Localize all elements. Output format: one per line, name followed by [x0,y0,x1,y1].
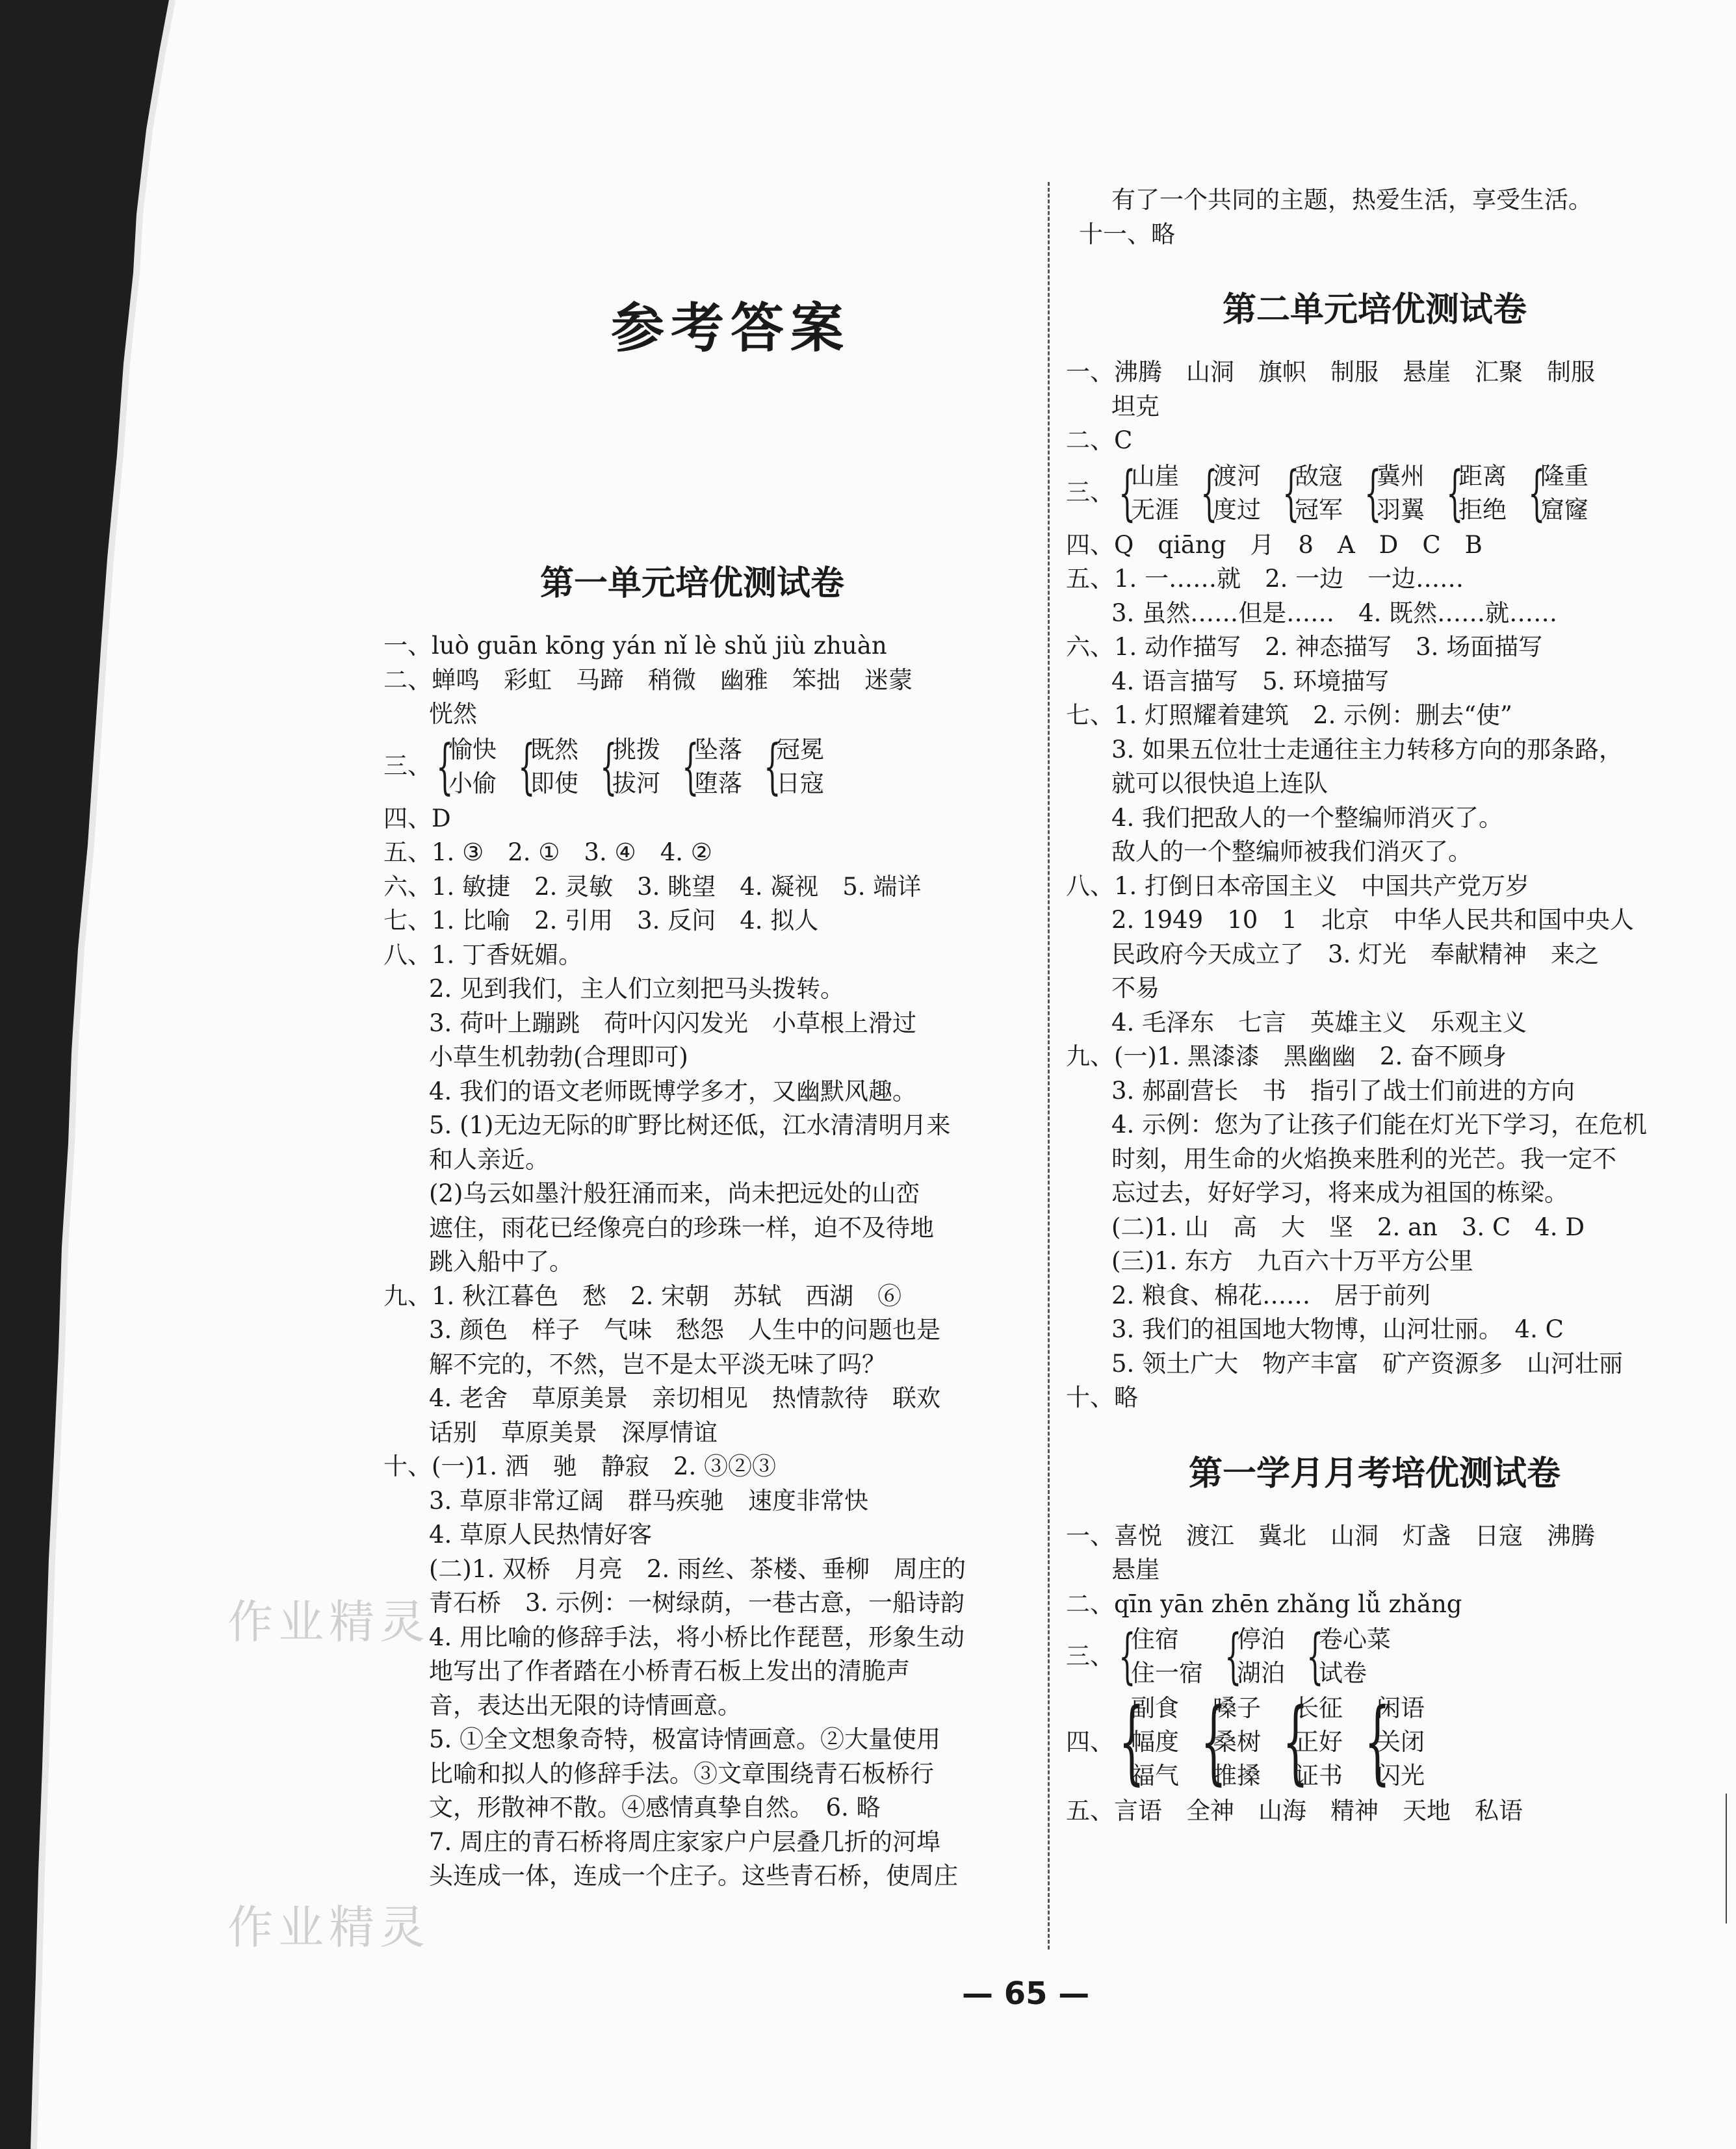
word: 试卷 [1319,1659,1367,1687]
section-title-unit2: 第二单元培优测试卷 [1222,290,1527,329]
answer-line: 4. 示例：您为了让孩子们能在灯光下学习，在危机 [1111,1111,1648,1139]
word: 副食 [1131,1694,1179,1722]
answer-text: 1. 比喻 2. 引用 3. 反问 4. 拟人 [432,907,819,934]
section-title-unit1: 第一单元培优测试卷 [539,564,844,603]
word: 卷心菜 [1319,1625,1391,1653]
question-number: 三、 [1066,1641,1114,1670]
word: 羽翼 [1377,495,1425,524]
question-number: 五、 [383,838,432,866]
answer-text: 恍然 [429,700,477,728]
brace-icon: { [764,731,781,801]
answer-row [383,802,1001,836]
answer-line: (二)1. 双桥 月亮 2. 雨丝、茶楼、垂柳 周庄的 [429,1554,966,1583]
answer-line: 文，形散神不散。④感情真挚自然。 6. 略 [429,1794,881,1821]
word: 度过 [1213,495,1261,524]
answer-text: (一)1. 黑漆漆 黑幽幽 2. 奋不顾身 [1114,1042,1507,1070]
word-pair [1114,1623,1203,1690]
question-number: 四、 [383,804,432,832]
answer-row [1066,699,1683,733]
answer-row [383,836,1001,870]
answer-line: 4. 我们把敌人的一个整编师消灭了。 [1111,803,1503,832]
column-divider [1048,182,1050,1950]
question-number: 三、 [1066,478,1114,507]
answer-row [1066,630,1683,665]
answer-text: 1. 动作描写 2. 神态描写 3. 场面描写 [1114,633,1543,661]
word-pair [1302,1623,1391,1690]
word: 冠冕 [776,735,824,764]
answer-text: D [432,804,451,832]
answer-row [1066,1794,1683,1829]
right-column [1066,183,1683,1829]
answer-row [1066,355,1683,390]
answer-row [1066,218,1683,252]
answer-row [1066,1381,1683,1415]
word: 湖泊 [1237,1659,1285,1687]
word-pair [1278,459,1343,527]
answer-row [383,870,1001,905]
question-number: 七、 [1066,701,1114,729]
word-pair-group [1066,459,1683,527]
word-pair [432,733,497,801]
word: 闪光 [1377,1762,1425,1790]
question-number: 三、 [383,752,432,780]
answer-text: 1. 一……就 2. 一边 一边…… [1114,565,1464,593]
question-number: 五、 [1066,1797,1114,1825]
answer-line: 和人亲近。 [429,1145,549,1174]
answer-row [1066,1519,1683,1554]
answer-line: 3. 虽然……但是…… 4. 既然……就…… [1111,598,1558,627]
answer-line: 5. (1)无边无际的旷野比树还低，江水清清明月来 [429,1111,951,1139]
answer-text: 略 [1114,1383,1138,1411]
answer-text: 沸腾 山洞 旗帜 制服 悬崖 汇聚 制服 [1114,358,1595,386]
answer-line: 有了一个共同的主题，热爱生活，享受生活。 [1111,186,1592,214]
answer-text: 略 [1151,220,1175,248]
brace-icon: { [436,731,454,801]
answer-text: luò guān kōng yán nǐ lè shǔ jiù zhuàn [432,632,887,660]
word: 山崖 [1131,461,1179,490]
answer-row [383,938,1001,973]
brace-icon: { [1200,1689,1227,1795]
word: 既然 [530,735,578,764]
word: 幅度 [1131,1728,1179,1756]
question-number: 十、 [1066,1383,1114,1411]
answer-line: 5. ①全文想象奇特，极富诗情画意。②大量使用 [429,1725,941,1753]
word: 证书 [1295,1762,1343,1790]
word: 桑树 [1213,1728,1261,1756]
word-pair [1360,459,1425,527]
word: 日寇 [776,769,824,797]
brace-icon: { [1282,1689,1309,1795]
word-pair [759,733,824,801]
word: 冀州 [1377,461,1425,490]
answer-line: 民政府今天成立了 3. 灯光 奉献精神 来之 [1111,940,1600,968]
watermark-2: 作业精灵 [227,1901,430,1954]
answer-line: 3. 荷叶上蹦跳 荷叶闪闪发光 小草根上滑过 [429,1009,917,1037]
answer-row [1066,562,1683,597]
answer-line: 5. 领土广大 物产丰富 矿产资源多 山河壮丽 [1111,1349,1624,1378]
answer-line: 话别 草原美景 深厚情谊 [429,1418,718,1447]
word: 住宿 [1131,1625,1179,1653]
word: 距离 [1458,461,1507,490]
word: 堕落 [694,769,742,797]
answer-line: 时刻，用生命的火焰换来胜利的光芒。我一定不 [1111,1144,1616,1173]
word: 关闭 [1377,1728,1425,1756]
word: 即使 [530,769,578,797]
answer-line: 2. 1949 10 1 北京 中华人民共和国中央人 [1111,906,1634,934]
word-pair [1442,459,1507,527]
answer-line: 就可以很快追上连队 [1111,769,1328,797]
answer-line: 3. 郝副营长 书 指引了战士们前进的方向 [1111,1076,1575,1105]
brace-icon: { [1224,1621,1242,1691]
brace-icon: { [518,731,536,801]
answer-line: 3. 草原非常辽阔 群马疾驰 速度非常快 [429,1486,869,1515]
answer-row [1066,1588,1683,1622]
answer-line: 4. 语言描写 5. 环境描写 [1111,667,1390,695]
word-pair [1196,459,1261,527]
answer-line: 青石桥 3. 示例：一树绿荫，一巷古意，一船诗韵 [429,1589,965,1617]
question-number: 四、 [1066,530,1114,559]
answer-text: qīn yān zhēn zhǎng lǚ zhǎng [1114,1589,1462,1618]
answer-line: 4. 老舍 草原美景 亲切相见 热情款待 联欢 [429,1384,941,1412]
question-number: 二、 [383,665,432,694]
answer-line: 7. 周庄的青石桥将周庄家家户户层叠几折的河埠 [429,1827,941,1856]
brace-icon: { [1119,1689,1145,1795]
answer-line: 音，表达出无限的诗情画意。 [429,1691,742,1719]
watermark-1: 作业精灵 [227,1595,430,1649]
margin-tick-marks [1726,1794,1736,1924]
answer-line: 解不完的，不然，岂不是太平淡无味了吗？ [429,1350,886,1378]
answer-line: 小草生机勃勃(合理即可) [429,1043,688,1071]
answer-line: 坦克 [1111,392,1159,420]
answer-text: 言语 全神 山海 精神 天地 私语 [1114,1797,1523,1825]
word-pair [1220,1623,1285,1690]
word: 窟窿 [1540,495,1588,524]
answer-text: 1. 打倒日本帝国主义 中国共产党万岁 [1114,871,1530,900]
answer-text: C [1114,426,1133,454]
brace-icon: { [1364,457,1382,528]
page-number: — 65 — [962,1975,1090,2012]
page-title: 参考答案 [611,298,851,359]
answer-text: 蝉鸣 彩虹 马蹄 稍微 幽雅 笨拙 迷蒙 [432,665,913,694]
answer-row [383,629,1001,663]
word: 冠军 [1295,495,1343,524]
word: 住一宿 [1131,1659,1203,1687]
brace-icon: { [1282,457,1300,528]
left-column [383,558,1001,1894]
brace-icon: { [1528,457,1546,528]
brace-icon: { [600,731,617,801]
question-number: 五、 [1066,565,1114,593]
answer-line: 跳入船中了。 [429,1248,573,1276]
question-number: 一、 [383,632,432,660]
word-pair [595,733,660,801]
word-pair-group [383,733,1001,801]
word-pair [1523,459,1588,527]
word-pair [677,733,742,801]
answer-line: 3. 颜色 样子 气味 愁怨 人生中的问题也是 [429,1316,941,1344]
word-triple [1278,1689,1343,1795]
answer-row [1066,1040,1683,1074]
brace-icon: { [682,731,699,801]
brace-icon: { [1364,1689,1391,1795]
word: 嗓子 [1213,1694,1261,1722]
answer-row [383,904,1001,938]
word: 小偷 [448,769,497,797]
answer-line: 4. 我们的语文老师既博学多才，又幽默风趣。 [429,1077,917,1105]
answer-line: 2. 见到我们，主人们立刻把马头拨转。 [429,975,845,1003]
answer-line: 不易 [1111,974,1159,1002]
word: 长征 [1295,1694,1343,1722]
question-number: 二、 [1066,1589,1114,1618]
question-number: 九、 [1066,1042,1114,1070]
answer-row [383,1450,1001,1484]
word: 拒绝 [1458,495,1507,524]
word: 挑拨 [612,735,660,764]
answer-text: 喜悦 渡江 冀北 山洞 灯盏 日寇 沸腾 [1114,1521,1595,1550]
word: 无涯 [1131,495,1179,524]
answer-text: Q qiāng 月 8 A D C B [1114,530,1483,559]
word: 闲语 [1377,1694,1425,1722]
answer-row [1066,869,1683,904]
word: 愉快 [448,735,497,764]
question-number: 八、 [1066,871,1114,900]
question-number: 八、 [383,940,432,969]
word: 推搡 [1213,1762,1261,1790]
answer-row [383,663,1001,698]
brace-icon: { [1200,457,1218,528]
word: 拔河 [612,769,660,797]
question-number: 七、 [383,907,432,934]
answer-row [1066,424,1683,458]
answer-text: 1. 灯照耀着建筑 2. 示例：删去“使” [1114,701,1512,729]
word: 正好 [1295,1728,1343,1756]
answer-line: 地写出了作者踏在小桥青石板上发出的清脆声 [429,1657,910,1685]
answer-line: 悬崖 [1111,1556,1159,1584]
answer-text: 1. ③ 2. ① 3. ④ 4. ② [432,838,712,866]
answer-line: 3. 我们的祖国地大物博，山河壮丽。 4. C [1111,1315,1564,1343]
answer-line: (二)1. 山 高 大 坚 2. an 3. C 4. D [1111,1213,1585,1241]
brace-icon: { [1119,1621,1136,1691]
word-triple [1196,1689,1261,1795]
answer-line: 忘过去，好好学习，将来成为祖国的栋梁。 [1111,1179,1568,1207]
word: 福气 [1131,1762,1179,1790]
scan-dark-edge [0,0,195,2149]
question-number: 四、 [1066,1727,1114,1756]
answer-line: 敌人的一个整编师被我们消灭了。 [1111,838,1472,866]
word: 隆重 [1540,461,1588,490]
question-number: 一、 [1066,1521,1114,1550]
word-triple [1360,1689,1425,1795]
word: 坠落 [694,735,742,764]
word-pair [1114,459,1179,527]
answer-text: 1. 丁香妩媚。 [432,940,583,969]
answer-row [383,1280,1001,1314]
word: 敌寇 [1295,461,1343,490]
question-number: 十一、 [1079,220,1151,248]
word-triple [1114,1689,1179,1795]
section-title-month1: 第一学月月考培优测试卷 [1188,1454,1561,1493]
question-number: 二、 [1066,426,1114,454]
answer-line: 2. 粮食、棉花…… 居于前列 [1111,1281,1431,1309]
answer-line: 头连成一体，连成一个庄子。这些青石桥，使周庄 [429,1862,958,1890]
word-triple-group [1066,1689,1683,1795]
answer-line: 4. 草原人民热情好客 [429,1521,653,1549]
answer-line: 遮住，雨花已经像亮白的珍珠一样，迫不及待地 [429,1213,934,1242]
word-pair [513,733,578,801]
question-number: 六、 [383,872,432,901]
answer-line: 3. 如果五位壮士走通往主力转移方向的那条路， [1111,735,1624,764]
question-number: 九、 [383,1281,432,1310]
answer-line: (三)1. 东方 九百六十万平方公里 [1111,1247,1473,1275]
brace-icon: { [1119,457,1136,528]
answer-text: 1. 秋江暮色 愁 2. 宋朝 苏轼 西湖 ⑥ [432,1281,902,1310]
question-number: 一、 [1066,358,1114,386]
answer-text: 1. 敏捷 2. 灵敏 3. 眺望 4. 凝视 5. 端详 [432,872,922,901]
answer-line: (2)乌云如墨汁般狂涌而来，尚未把远处的山峦 [429,1179,920,1207]
word: 停泊 [1237,1625,1285,1653]
answer-row [1066,528,1683,563]
answer-line: 比喻和拟人的修辞手法。③文章围绕青石板桥行 [429,1759,934,1788]
question-number: 十、 [383,1452,432,1480]
word-pair-group [1066,1623,1683,1690]
brace-icon: { [1446,457,1464,528]
word: 渡河 [1213,461,1261,490]
brace-icon: { [1306,1621,1324,1691]
answer-line: 4. 用比喻的修辞手法，将小桥比作琵琶，形象生动 [429,1623,965,1651]
answer-row [383,697,1001,732]
answer-line: 4. 毛泽东 七言 英雄主义 乐观主义 [1111,1008,1527,1036]
question-number: 六、 [1066,633,1114,661]
answer-text: (一)1. 洒 驰 静寂 2. ③②③ [432,1452,776,1480]
